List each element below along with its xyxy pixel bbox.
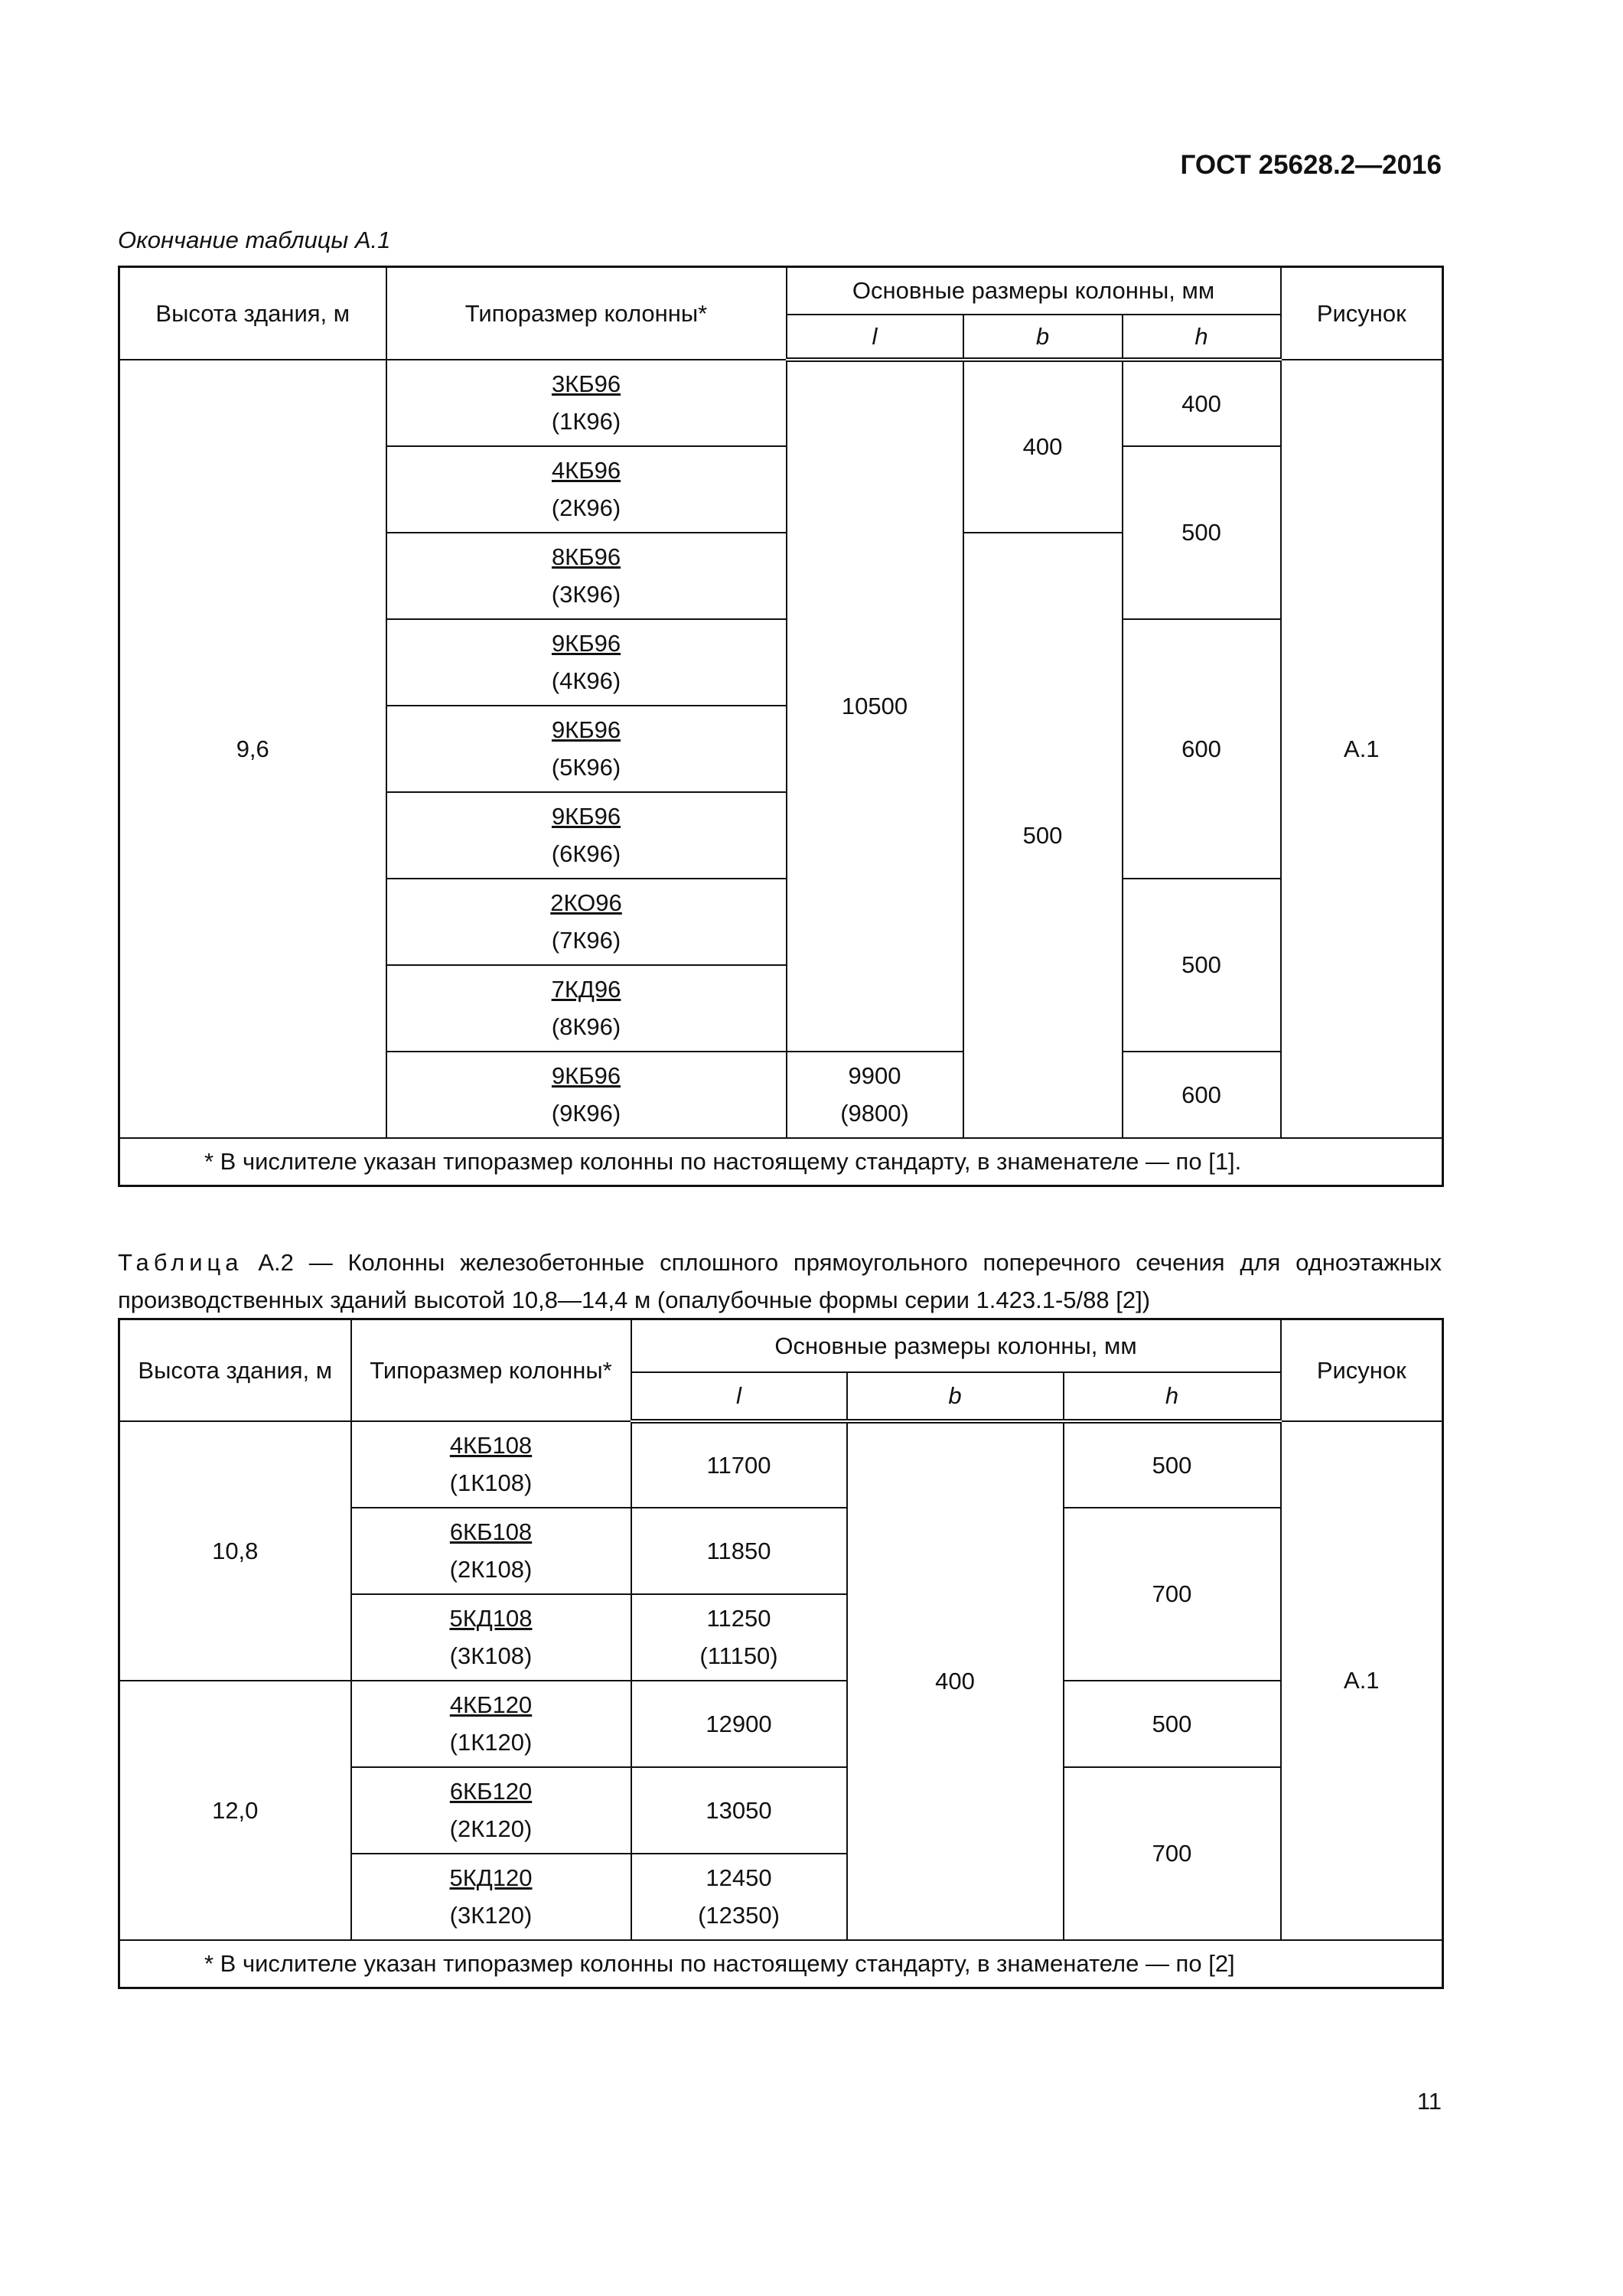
l-value: 13050 [631, 1767, 847, 1854]
cell-text: (2К120) [449, 1815, 533, 1842]
column-type [386, 533, 787, 619]
cell-text: (3К108) [449, 1642, 533, 1669]
l-value [631, 1854, 847, 1940]
h-value: 600 [1123, 1052, 1281, 1138]
building-height: 9,6 [119, 360, 386, 1138]
cell-text: 2КО96 [550, 889, 622, 916]
cell-text: (12350) [698, 1902, 780, 1929]
cell-text: 11250 [706, 1605, 771, 1632]
cell-text: 9КБ96 [551, 1062, 621, 1089]
cell-text: (3К96) [551, 581, 621, 608]
l-value: 10500 [787, 360, 963, 1052]
h-value: 700 [1064, 1767, 1281, 1940]
l-value: 11850 [631, 1508, 847, 1594]
document-id: ГОСТ 25628.2—2016 [1180, 150, 1442, 180]
cell-text: (4К96) [551, 667, 621, 694]
cell-text: (8К96) [551, 1013, 621, 1040]
table-footnote: * В числителе указан типоразмер колонны по настоящему стандарту, в знаменателе — по [1]. [119, 1138, 1443, 1186]
cell-text: 4КБ96 [551, 457, 621, 484]
column-type [351, 1767, 631, 1854]
page-number: 11 [1416, 2088, 1442, 2115]
cell-text: (2К96) [551, 494, 621, 521]
header-b: b [847, 1372, 1064, 1421]
cell-text: (3К120) [449, 1902, 533, 1929]
cell-text: 9900 [848, 1062, 901, 1089]
cell-text: (5К96) [551, 754, 621, 781]
h-value: 500 [1123, 446, 1281, 619]
cell-text: Таблица [118, 1249, 243, 1276]
column-type [386, 965, 787, 1052]
l-value: 12900 [631, 1681, 847, 1767]
header-dims: Основные размеры колонны, мм [787, 267, 1281, 315]
l-value [631, 1594, 847, 1681]
column-type [386, 879, 787, 965]
cell-text: 4КБ120 [449, 1691, 533, 1718]
column-type [386, 706, 787, 792]
cell-text: 3КБ96 [551, 370, 621, 397]
b-value: 500 [963, 533, 1123, 1138]
column-type [351, 1681, 631, 1767]
header-l: l [787, 315, 963, 360]
cell-text: 8КБ96 [551, 543, 621, 570]
h-value: 500 [1064, 1421, 1281, 1508]
column-type [386, 360, 787, 446]
figure-ref: А.1 [1281, 360, 1443, 1138]
building-height: 10,8 [119, 1421, 351, 1681]
cell-text: 9КБ96 [551, 630, 621, 657]
cell-text: 6КБ108 [449, 1518, 533, 1545]
header-h: h [1123, 315, 1281, 360]
cell-text: (2К108) [449, 1556, 533, 1583]
table-footnote: * В числителе указан типоразмер колонны по настоящему стандарту, в знаменателе — по [2] [119, 1940, 1443, 1988]
cell-text: 6КБ120 [449, 1778, 533, 1805]
column-type [386, 446, 787, 533]
column-type [351, 1508, 631, 1594]
cell-text: 9КБ96 [551, 716, 621, 743]
cell-text: 5КД120 [449, 1864, 533, 1891]
column-type [386, 1052, 787, 1138]
cell-text: (1К108) [449, 1469, 533, 1496]
b-value: 400 [963, 360, 1123, 533]
cell-text: 9КБ96 [551, 803, 621, 830]
header-h: h [1064, 1372, 1281, 1421]
cell-text: (6К96) [551, 840, 621, 867]
l-value [787, 1052, 963, 1138]
h-value: 400 [1123, 360, 1281, 446]
l-value: 11700 [631, 1421, 847, 1508]
table-continuation-label: Окончание таблицы А.1 [118, 227, 391, 253]
building-height: 12,0 [119, 1681, 351, 1940]
column-type [351, 1594, 631, 1681]
header-height: Высота здания, м [119, 1319, 351, 1421]
cell-text: 7КД96 [551, 976, 621, 1003]
cell-text: А.2 — Колонны железобетонные сплошного прямоугольного поперечного сечения для одноэтажных производственных зданий высотой 10,8—14,4 м (опалубочные формы серии 1.423.1-5/88 [2]) [118, 1249, 1442, 1313]
h-value: 500 [1123, 879, 1281, 1052]
header-b: b [963, 315, 1123, 360]
table-a1 [118, 266, 1444, 1187]
header-height: Высота здания, м [119, 267, 386, 360]
column-type [386, 792, 787, 879]
column-type [386, 619, 787, 706]
cell-text: 5КД108 [449, 1605, 533, 1632]
figure-ref: А.1 [1281, 1421, 1443, 1940]
cell-text: (7К96) [551, 927, 621, 954]
header-figure: Рисунок [1281, 267, 1443, 360]
cell-text: (11150) [699, 1642, 778, 1669]
cell-text: (9К96) [551, 1100, 621, 1127]
header-type: Типоразмер колонны* [386, 267, 787, 360]
table-caption [118, 1244, 1442, 1319]
header-figure: Рисунок [1281, 1319, 1443, 1421]
b-value: 400 [847, 1421, 1064, 1940]
h-value: 500 [1064, 1681, 1281, 1767]
header-dims: Основные размеры колонны, мм [631, 1319, 1281, 1372]
cell-text: (1К96) [551, 408, 621, 435]
header-type: Типоразмер колонны* [351, 1319, 631, 1421]
cell-text: (9800) [840, 1100, 909, 1127]
header-l: l [631, 1372, 847, 1421]
cell-text: (1К120) [449, 1729, 533, 1756]
h-value: 600 [1123, 619, 1281, 879]
table-a2 [118, 1318, 1444, 1989]
cell-text: 12450 [706, 1864, 772, 1891]
cell-text: 4КБ108 [449, 1432, 533, 1459]
h-value: 700 [1064, 1508, 1281, 1681]
column-type [351, 1421, 631, 1508]
column-type [351, 1854, 631, 1940]
